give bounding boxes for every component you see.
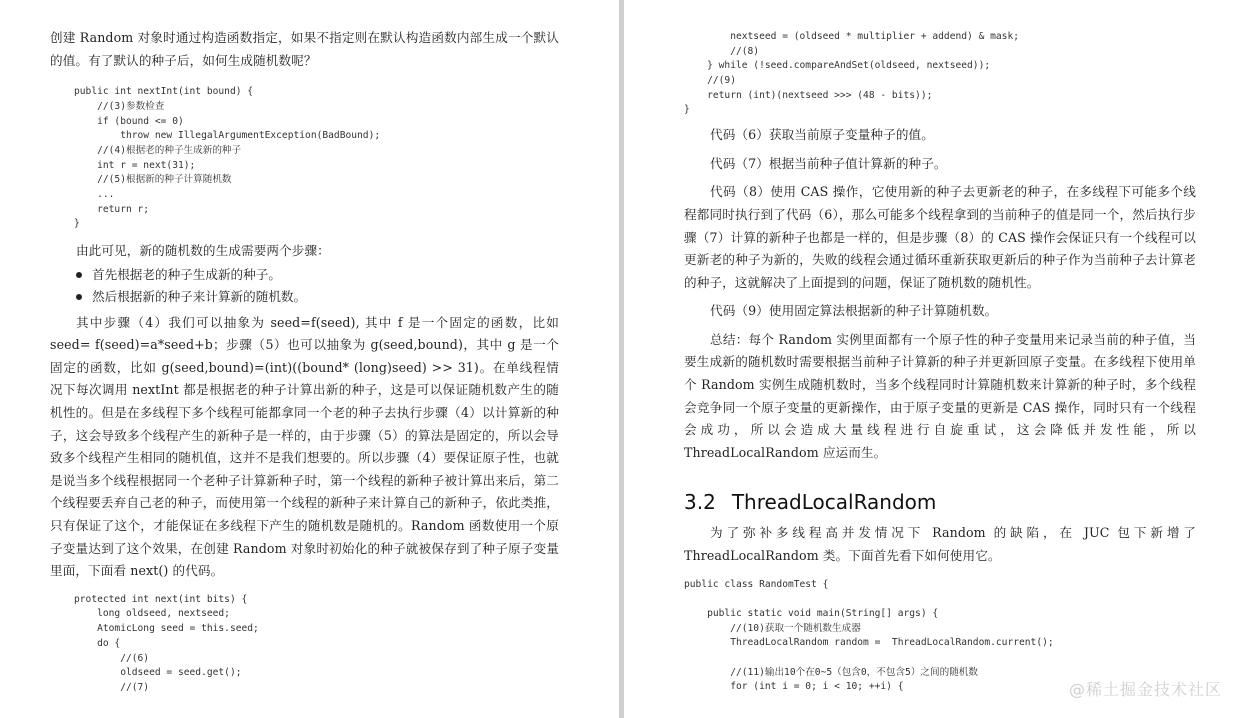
code-block-nextint: [74, 85, 559, 232]
code-line: ...: [74, 189, 115, 200]
code-line: //(3)参数检查: [74, 100, 165, 112]
explanation-paragraph: 其中步骤（4）我们可以抽象为 seed=f(seed), 其中 f 是一个固定的函数，比如 seed= f(seed)=a*seed+b；步骤（5）也可以抽象为 g(seed,bound)，其中 g 是一个固定的函数，比如 g(seed,bound)=(int)((bound* (long)seed) >> 31)。在单线程情况下每次调用 nextInt 都是根据老的种子计算出新的种子，这是可以保证随机数产生的随机性的。但是在多线程下多个线程可能都拿同一个老的种子去执行步骤（4）以计算新的种子，这会导致多个线程产生的新种子是一样的，由于步骤（5）的算法是固定的，所以会导致多个线程产生相同的随机值，这并不是我们想要的。所以步骤（4）要保证原子性，也就是说当多个线程根据同一个老种子计算新种子时，第一个线程的新种子被计算出来后，第二个线程要丢弃自己老的种子，而使用第一个线程的新种子来计算自己的新种子，依此类推，只有保证了这个，才能保证在多线程下产生的随机数是随机的。Random 函数使用一个原子变量达到了这个效果，在创建 Random 对象时初始化的种子就被保存到了种子原子变量里面，下面看 next() 的代码。: [50, 314, 559, 579]
code-line: public int nextInt(int bound) {: [74, 86, 254, 98]
code-line: } while (!seed.compareAndSet(oldseed, nextseed));: [684, 60, 991, 72]
code-line: }: [74, 218, 80, 230]
steps-list: [50, 264, 559, 308]
code-line: //(6): [74, 652, 150, 664]
code-line: //(11)输出10个在0~5（包含0，不包含5）之间的随机数: [684, 666, 978, 678]
code-line: //(4)根据老的种子生成新的种子: [74, 144, 242, 156]
section-heading: [684, 488, 1196, 516]
code-line: //(8): [684, 45, 760, 57]
code-line: [684, 592, 1196, 607]
code-line: //(10)获取一个随机数生成器: [684, 622, 861, 634]
code7-explanation: 代码（7）根据当前种子值计算新的种子。: [710, 155, 947, 171]
step-bullet-2: 然后根据新的种子来计算新的随机数。: [76, 286, 559, 308]
steps-intro: 由此可见，新的随机数的生成需要两个步骤：: [76, 243, 330, 259]
code-line: return (int)(nextseed >>> (48 - bits));: [684, 89, 933, 101]
code-line: }: [684, 104, 690, 116]
code9-explanation: 代码（9）使用固定算法根据新的种子计算随机数。: [710, 303, 998, 319]
code-line: //(7): [74, 681, 150, 693]
code-line: oldseed = seed.get();: [74, 667, 242, 679]
code-line: //(5)根据新的种子计算随机数: [74, 174, 232, 186]
section-number: 3.2: [684, 490, 716, 515]
code-block-next-continued: [684, 30, 1196, 118]
code-line: throw new IllegalArgumentException(BadBound);: [74, 130, 381, 142]
code-line: nextseed = (oldseed * multiplier + addend) & mask;: [684, 31, 1020, 42]
code-line: return r;: [74, 203, 150, 215]
code-line: [684, 651, 1196, 666]
code-line: //(9): [684, 75, 736, 87]
code-line: if (bound <= 0): [74, 115, 184, 127]
summary-paragraph: 总结：每个 Random 实例里面都有一个原子性的种子变量用来记录当前的种子值，当要生成新的随机数时需要根据当前种子计算新的种子并更新回原子变量。在多线程下使用单个 Random 实例生成随机数时，当多个线程同时计算随机数来计算新的种子时，多个线程会竞争同一个原子变量的更新操作，由于原子变量的更新是 CAS 操作，同时只有一个线程会成功，所以会造成大量线程进行自旋重试，这会降低并发性能，所以 ThreadLocalRandom 应运而生。: [684, 331, 1196, 460]
code-block-next: [74, 593, 559, 696]
code-line: public static void main(String[] args) {: [684, 608, 939, 619]
code-line: long oldseed, nextseed;: [74, 608, 230, 620]
code-line: public class RandomTest {: [684, 578, 829, 590]
code-line: int r = next(31);: [74, 159, 196, 171]
code-line: for (int i = 0; i < 10; ++i) {: [684, 681, 904, 693]
code-line: AtomicLong seed = this.seed;: [74, 623, 259, 635]
code6-explanation: 代码（6）获取当前原子变量种子的值。: [710, 127, 934, 143]
code-line: do {: [74, 637, 121, 649]
code-line: ThreadLocalRandom random = ThreadLocalRandom.current();: [684, 637, 1054, 649]
code8-explanation: 代码（8）使用 CAS 操作，它使用新的种子去更新老的种子，在多线程下可能多个线程都同时执行到了代码（6），那么可能多个线程拿到的当前种子的值是同一个，然后执行步骤（7）计算的新种子也都是一样的，但是步骤（8）的 CAS 操作会保证只有一个线程可以更新老的种子为新的，失败的线程会通过循环重新获取更新后的种子作为当前种子去计算老的种子，这就解决了上面提到的问题，保证了随机数的随机性。: [684, 184, 1196, 290]
section-title: ThreadLocalRandom: [731, 490, 937, 515]
section-intro: 为了弥补多线程高并发情况下 Random 的缺陷，在 JUC 包下新增了 ThreadLocalRandom 类。下面首先看下如何使用它。: [684, 525, 1196, 564]
left-page: [0, 0, 619, 718]
watermark: @稀土掘金技术社区: [1068, 680, 1222, 699]
code-line: protected int next(int bits) {: [74, 593, 248, 605]
step-bullet-1: 首先根据老的种子生成新的种子。: [76, 264, 559, 286]
intro-paragraph: 创建 Random 对象时通过构造函数指定，如果不指定则在默认构造函数内部生成一个默认的值。有了默认的种子后，如何生成随机数呢？: [50, 30, 559, 68]
right-page: [624, 0, 1240, 718]
